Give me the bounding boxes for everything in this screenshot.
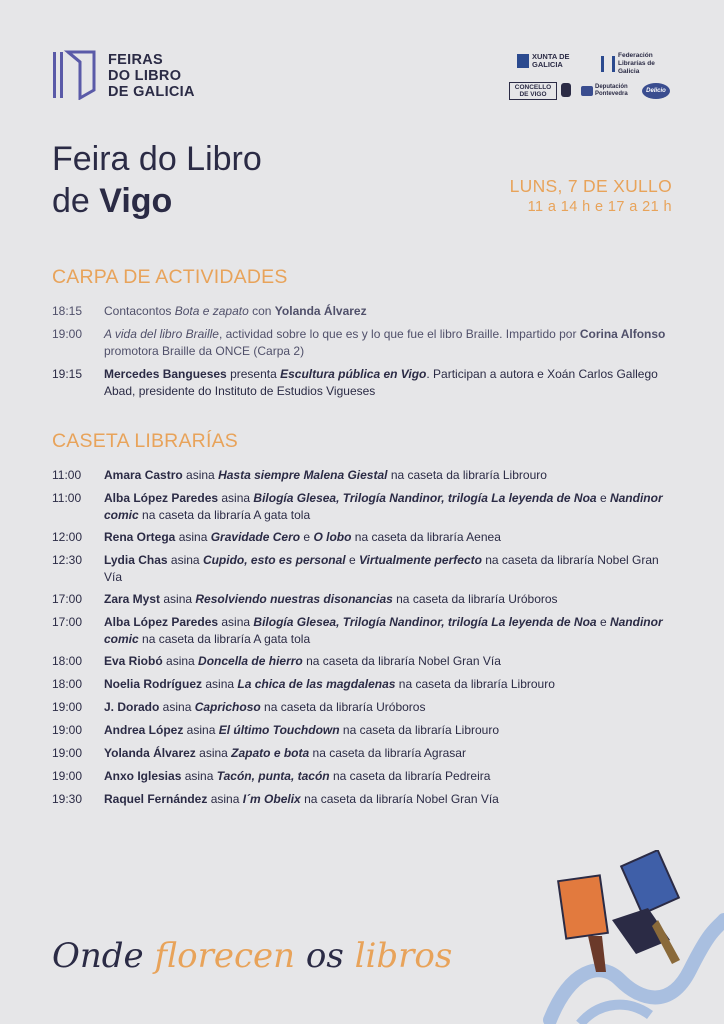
row-text: asina xyxy=(183,723,219,737)
row-text: na caseta da libraría Agrasar xyxy=(309,746,466,760)
row-text: na caseta da libraría A gata tola xyxy=(138,632,311,646)
row-text: asina xyxy=(218,491,254,505)
author-name: Mercedes Bangueses xyxy=(104,367,227,381)
row-text: asina xyxy=(195,746,232,760)
blue-book-icon xyxy=(621,850,679,914)
row-text: asina xyxy=(207,792,243,806)
row-text: asina xyxy=(182,468,219,482)
author-name: Corina Alfonso xyxy=(579,327,666,341)
feiras-logo xyxy=(50,50,200,100)
row-time: 18:15 xyxy=(52,304,83,318)
author-name: Zara Myst xyxy=(104,592,161,606)
row-text: na caseta da libraría Librouro xyxy=(387,468,547,482)
caseta-row xyxy=(52,791,672,808)
work-title: Bota e zapato xyxy=(174,304,249,318)
row-time: 19:00 xyxy=(52,746,83,760)
book-title: Virtualmente perfecto xyxy=(358,553,482,567)
slogan: Onde florecen os libros xyxy=(52,936,453,976)
book-title: Cupido, esto es personal xyxy=(202,553,346,567)
row-desc xyxy=(104,490,672,524)
caseta-row xyxy=(52,722,672,739)
book-title: I´m Obelix xyxy=(242,792,301,806)
row-time: 11:00 xyxy=(52,468,82,482)
title-city: Vigo xyxy=(99,182,173,220)
author-name: Yolanda Álvarez xyxy=(104,746,196,760)
author-name: Anxo Iglesias xyxy=(104,769,182,783)
row-text: asina xyxy=(175,530,211,544)
row-time: 19:00 xyxy=(52,769,83,783)
row-text: e xyxy=(300,530,314,544)
row-desc xyxy=(104,552,672,586)
carpa-row xyxy=(52,303,672,320)
author-name: J. Dorado xyxy=(104,700,160,714)
row-text: na caseta da libraría Librouro xyxy=(395,677,555,691)
carpa-heading: CARPA DE ACTIVIDADES xyxy=(52,266,288,288)
book-title: Bilogía Glesea, Trilogía Nandinor, trilogía La leyenda de Noa xyxy=(253,615,597,629)
row-text: na caseta da libraría Librouro xyxy=(339,723,500,737)
caseta-row xyxy=(52,745,672,762)
row-desc xyxy=(104,467,672,484)
row-desc xyxy=(104,699,672,716)
row-time: 18:00 xyxy=(52,677,83,691)
row-time: 19:15 xyxy=(52,367,83,381)
book-title: Zapato e bota xyxy=(231,746,310,760)
row-text: e xyxy=(345,553,359,567)
row-text: e xyxy=(596,491,610,505)
row-text: asina xyxy=(181,769,217,783)
caseta-row xyxy=(52,614,672,648)
work-title: A vida del libro Braille xyxy=(104,327,219,341)
book-title: Tacón, punta, tacón xyxy=(216,769,330,783)
delicio-logo: Delicio xyxy=(642,83,670,99)
author-name: Rena Ortega xyxy=(104,530,176,544)
federacion-mark-icon xyxy=(601,56,615,72)
row-desc xyxy=(104,529,672,546)
row-text: na caseta da libraría Nobel Gran Vía xyxy=(300,792,499,806)
row-text: asina xyxy=(218,615,254,629)
books-illustration xyxy=(540,850,724,1024)
caseta-row xyxy=(52,490,672,524)
ribbon-shape xyxy=(580,1005,650,1024)
xunta-logo: XUNTA DE GALICIA xyxy=(517,53,581,69)
caseta-row xyxy=(52,552,672,586)
row-time: 12:00 xyxy=(52,530,83,544)
book-title: Bilogía Glesea, Trilogía Nandinor, trilogía La leyenda de Noa xyxy=(253,491,597,505)
book-title: Caprichoso xyxy=(194,700,261,714)
logo-line-3: DE GALICIA xyxy=(108,84,195,100)
row-time: 17:00 xyxy=(52,592,83,606)
row-desc xyxy=(104,676,672,693)
row-time: 19:00 xyxy=(52,723,83,737)
row-time: 19:00 xyxy=(52,327,83,341)
title-line-2: de Vigo xyxy=(52,182,173,220)
book-title: Escultura pública en Vigo xyxy=(280,367,427,381)
row-desc xyxy=(104,745,672,762)
row-text: Contacontos xyxy=(104,304,175,318)
book-title: La chica de las magdalenas xyxy=(237,677,396,691)
row-text: . Participan a autora e Xoán Carlos Gallego Abad, presidente do Instituto de Estudios Vigueses xyxy=(104,367,658,398)
row-text: na caseta da libraría Uróboros xyxy=(260,700,426,714)
caseta-row xyxy=(52,653,672,670)
row-text: na caseta da libraría Pedreira xyxy=(329,769,491,783)
row-text: na caseta da libraría Uróboros xyxy=(392,592,558,606)
row-desc xyxy=(104,791,672,808)
orange-book-icon xyxy=(558,875,608,938)
row-text: con xyxy=(248,304,275,318)
vigo-shield-icon xyxy=(561,83,571,97)
caseta-row xyxy=(52,676,672,693)
caseta-heading: CASETA LIBRARÍAS xyxy=(52,430,238,452)
page-title xyxy=(52,138,262,222)
author-name: Yolanda Álvarez xyxy=(274,304,367,318)
row-text: na caseta da libraría Nobel Gran Vía xyxy=(104,553,659,584)
caseta-row xyxy=(52,699,672,716)
logo-text xyxy=(108,52,195,100)
row-desc xyxy=(104,326,672,360)
row-desc xyxy=(104,303,672,320)
row-text: asina xyxy=(167,553,203,567)
row-text: na caseta da libraría Nobel Gran Vía xyxy=(302,654,501,668)
author-name: Alba López Paredes xyxy=(104,615,219,629)
row-text: asina xyxy=(159,700,195,714)
book-title: Resolviendo nuestras disonancias xyxy=(195,592,393,606)
row-text: asina xyxy=(160,592,196,606)
caseta-row xyxy=(52,768,672,785)
book-title: Doncella de hierro xyxy=(198,654,303,668)
author-name: Eva Riobó xyxy=(104,654,163,668)
book-title: Gravidade Cero xyxy=(210,530,301,544)
book-title: Hasta siempre Malena Giestal xyxy=(218,468,388,482)
row-time: 19:00 xyxy=(52,700,83,714)
caseta-row xyxy=(52,467,672,484)
deputacion-mark-icon xyxy=(581,86,593,96)
carpa-row xyxy=(52,366,672,400)
author-name: Lydia Chas xyxy=(104,553,168,567)
row-desc xyxy=(104,366,672,400)
row-time: 17:00 xyxy=(52,615,83,629)
row-text: na caseta da libraría Aenea xyxy=(351,530,501,544)
carpa-row xyxy=(52,326,672,360)
row-time: 12:30 xyxy=(52,553,83,567)
logo-line-1: FEIRAS xyxy=(108,52,163,68)
date-block xyxy=(510,175,672,217)
row-desc xyxy=(104,722,672,739)
row-time: 19:30 xyxy=(52,792,83,806)
event-hours: 11 a 14 h e 17 a 21 h xyxy=(527,199,672,215)
author-name: Noelia Rodríguez xyxy=(104,677,203,691)
sponsor-logos xyxy=(509,50,674,110)
book-title: O lobo xyxy=(313,530,352,544)
deputacion-logo: Deputación Pontevedra xyxy=(581,84,633,98)
row-text: presenta xyxy=(226,367,281,381)
row-text: promotora Braille da ONCE (Carpa 2) xyxy=(104,344,305,358)
caseta-row xyxy=(52,529,672,546)
book-title: El último Touchdown xyxy=(218,723,340,737)
row-text: asina xyxy=(202,677,238,691)
author-name: Alba López Paredes xyxy=(104,491,219,505)
logo-line-2: DO LIBRO xyxy=(108,68,182,84)
author-name: Andrea López xyxy=(104,723,184,737)
author-name: Amara Castro xyxy=(104,468,183,482)
row-desc xyxy=(104,614,672,648)
row-desc xyxy=(104,653,672,670)
row-text: asina xyxy=(162,654,199,668)
book-title: Nandinor comic xyxy=(104,491,663,522)
concello-logo: CONCELLO DE VIGO xyxy=(509,82,557,100)
book-title: Nandinor comic xyxy=(104,615,663,646)
title-line-1: Feira do Libro xyxy=(52,140,262,178)
row-desc xyxy=(104,768,672,785)
row-time: 18:00 xyxy=(52,654,83,668)
author-name: Raquel Fernández xyxy=(104,792,208,806)
caseta-row xyxy=(52,591,672,608)
federacion-logo: Federación Librarías de Galicia xyxy=(601,52,671,76)
row-text: na caseta da libraría A gata tola xyxy=(138,508,311,522)
row-desc xyxy=(104,591,672,608)
book-logo-icon xyxy=(50,50,98,100)
row-text: , actividad sobre lo que es y lo que fue el libro Braille. Impartido por xyxy=(218,327,580,341)
row-time: 11:00 xyxy=(52,491,82,505)
xunta-shield-icon xyxy=(517,54,529,68)
event-date: LUNS, 7 DE XULLO xyxy=(509,176,672,196)
row-text: e xyxy=(596,615,610,629)
